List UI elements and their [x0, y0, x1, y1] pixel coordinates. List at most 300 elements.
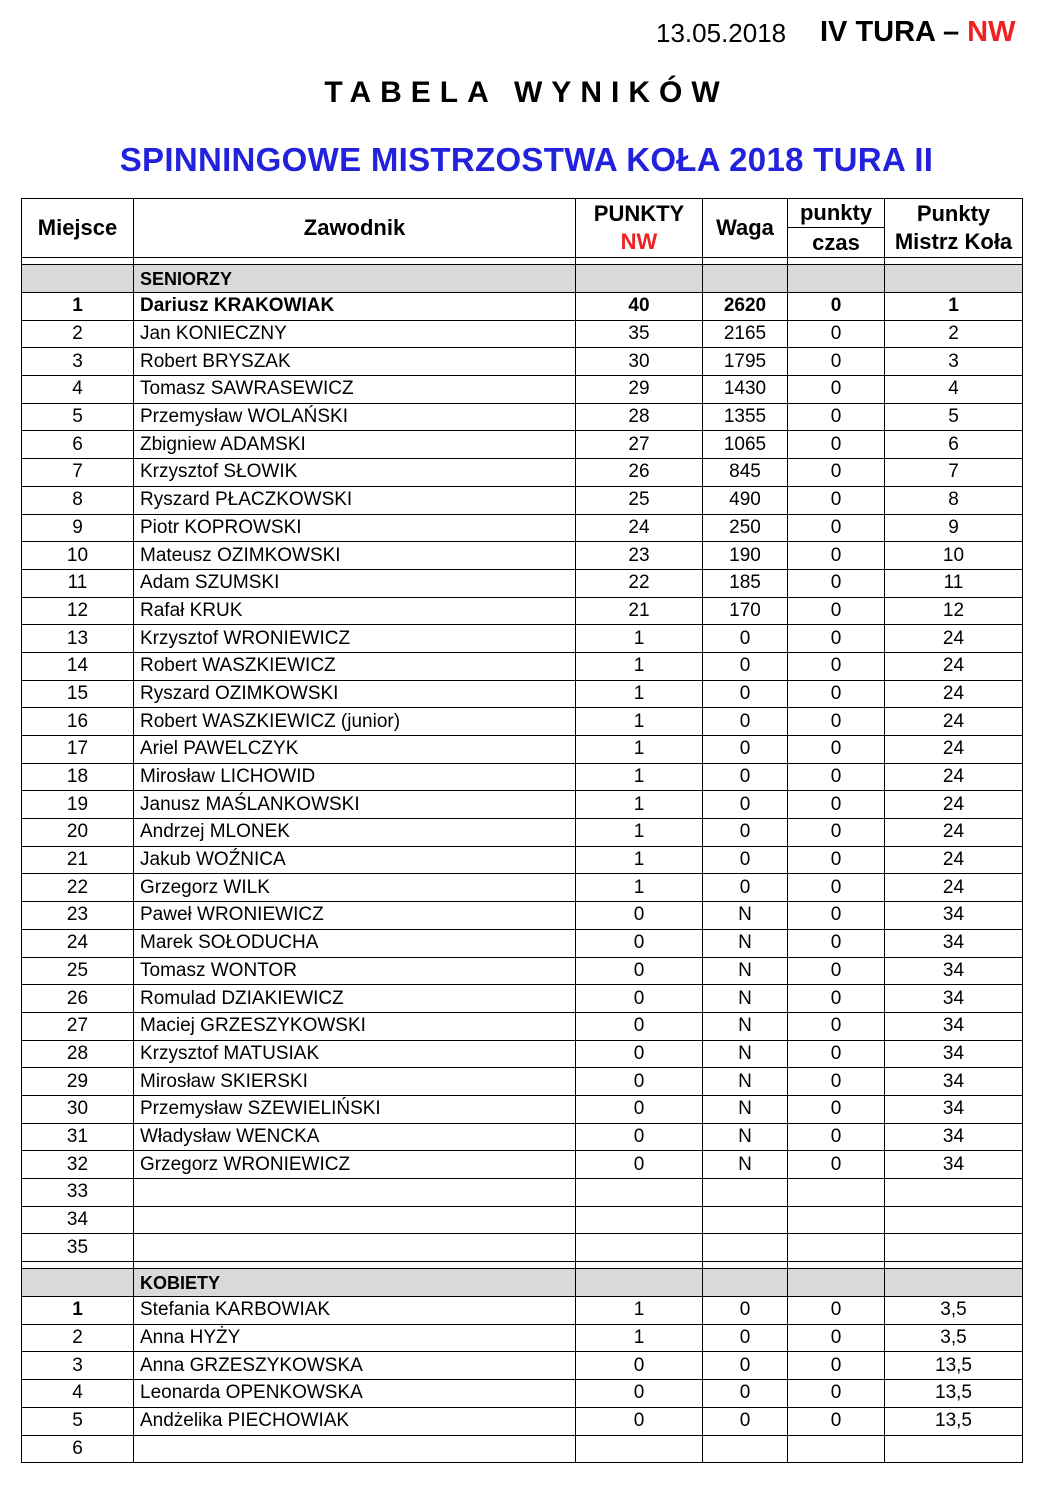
table-row: [22, 874, 1023, 902]
time-points-cell: [788, 1179, 885, 1207]
competitor-cell: Piotr KOPROWSKI: [134, 514, 576, 542]
place-cell: 12: [22, 597, 134, 625]
place-cell: 34: [22, 1206, 134, 1234]
time-points-cell: 0: [788, 542, 885, 570]
weight-cell: 0: [703, 625, 788, 653]
competitor-cell: Janusz MAŚLANKOWSKI: [134, 791, 576, 819]
table-row: [22, 1095, 1023, 1123]
place-cell: 26: [22, 985, 134, 1013]
competitor-cell: [134, 1435, 576, 1463]
table-row: [22, 791, 1023, 819]
points-cell: [576, 1179, 703, 1207]
time-points-cell: 0: [788, 1352, 885, 1380]
competitor-cell: Andrzej MLONEK: [134, 819, 576, 847]
section-header-row: [22, 1269, 1023, 1297]
section-blank-cell: [885, 1269, 1023, 1297]
column-header-time-line1: punkty: [788, 199, 885, 228]
weight-cell: 1430: [703, 376, 788, 404]
table-row: [22, 736, 1023, 764]
place-cell: 4: [22, 376, 134, 404]
master-points-cell: [885, 1179, 1023, 1207]
competition-title: SPINNINGOWE MISTRZOSTWA KOŁA 2018 TURA II: [119, 141, 934, 178]
competitor-cell: Robert BRYSZAK: [134, 348, 576, 376]
master-points-cell: 24: [885, 819, 1023, 847]
header-round: [820, 16, 1016, 49]
weight-cell: N: [703, 929, 788, 957]
competitor-cell: Przemysław SZEWIELIŃSKI: [134, 1095, 576, 1123]
weight-cell: 0: [703, 1352, 788, 1380]
table-row: [22, 1068, 1023, 1096]
points-cell: 0: [576, 1380, 703, 1408]
time-points-cell: [788, 1234, 885, 1262]
time-points-cell: 0: [788, 293, 885, 321]
competitor-cell: Jan KONIECZNY: [134, 320, 576, 348]
master-points-cell: 9: [885, 514, 1023, 542]
table-row: [22, 902, 1023, 930]
competitor-cell: Zbigniew ADAMSKI: [134, 431, 576, 459]
competitor-cell: Maciej GRZESZYKOWSKI: [134, 1012, 576, 1040]
table-row: [22, 1297, 1023, 1325]
weight-cell: N: [703, 1095, 788, 1123]
competitor-cell: [134, 1206, 576, 1234]
points-cell: 1: [576, 791, 703, 819]
place-cell: 22: [22, 874, 134, 902]
time-points-cell: 0: [788, 1123, 885, 1151]
place-cell: 5: [22, 403, 134, 431]
section-blank-cell: [22, 1269, 134, 1297]
master-points-cell: 2: [885, 320, 1023, 348]
competitor-cell: Jakub WOŹNICA: [134, 846, 576, 874]
column-header-master: [885, 199, 1023, 258]
points-cell: 27: [576, 431, 703, 459]
master-points-cell: 13,5: [885, 1352, 1023, 1380]
competitor-cell: Ryszard OZIMKOWSKI: [134, 680, 576, 708]
place-cell: 6: [22, 1435, 134, 1463]
time-points-cell: [788, 1206, 885, 1234]
weight-cell: N: [703, 957, 788, 985]
competitor-cell: Adam SZUMSKI: [134, 569, 576, 597]
competitor-cell: Robert WASZKIEWICZ (junior): [134, 708, 576, 736]
place-cell: 2: [22, 1324, 134, 1352]
weight-cell: N: [703, 902, 788, 930]
section-name: KOBIETY: [134, 1269, 576, 1297]
spacer-cell: [576, 258, 703, 265]
master-points-cell: 24: [885, 846, 1023, 874]
competitor-cell: Rafał KRUK: [134, 597, 576, 625]
competitor-cell: Andżelika PIECHOWIAK: [134, 1407, 576, 1435]
points-cell: 0: [576, 902, 703, 930]
section-blank-cell: [703, 265, 788, 293]
time-points-cell: 0: [788, 376, 885, 404]
time-points-cell: 0: [788, 791, 885, 819]
weight-cell: N: [703, 985, 788, 1013]
place-cell: 10: [22, 542, 134, 570]
table-row: [22, 293, 1023, 321]
weight-cell: 0: [703, 736, 788, 764]
competitor-cell: Paweł WRONIEWICZ: [134, 902, 576, 930]
points-cell: [576, 1435, 703, 1463]
master-points-cell: 34: [885, 1095, 1023, 1123]
header-round-prefix: IV TURA –: [820, 16, 968, 48]
points-cell: 21: [576, 597, 703, 625]
master-points-cell: 24: [885, 652, 1023, 680]
table-row: [22, 929, 1023, 957]
header-round-nw: NW: [967, 16, 1016, 48]
weight-cell: 0: [703, 708, 788, 736]
weight-cell: 845: [703, 459, 788, 487]
time-points-cell: 0: [788, 459, 885, 487]
table-row: [22, 569, 1023, 597]
points-cell: 0: [576, 1012, 703, 1040]
time-points-cell: 0: [788, 874, 885, 902]
points-cell: 1: [576, 763, 703, 791]
column-header-points: [576, 199, 703, 258]
competitor-cell: [134, 1234, 576, 1262]
points-cell: 1: [576, 680, 703, 708]
place-cell: 15: [22, 680, 134, 708]
table-row: [22, 1151, 1023, 1179]
time-points-cell: [788, 1435, 885, 1463]
points-cell: 1: [576, 874, 703, 902]
points-cell: 30: [576, 348, 703, 376]
section-blank-cell: [22, 265, 134, 293]
table-row: [22, 376, 1023, 404]
table-row: [22, 1407, 1023, 1435]
master-points-cell: 34: [885, 1151, 1023, 1179]
weight-cell: 2165: [703, 320, 788, 348]
competitor-cell: Robert WASZKIEWICZ: [134, 652, 576, 680]
place-cell: 17: [22, 736, 134, 764]
points-cell: 0: [576, 1151, 703, 1179]
time-points-cell: 0: [788, 1095, 885, 1123]
time-points-cell: 0: [788, 1068, 885, 1096]
table-row: [22, 1324, 1023, 1352]
weight-cell: 0: [703, 652, 788, 680]
document-title: TABELA WYNIKÓW: [324, 76, 729, 109]
points-cell: 0: [576, 1040, 703, 1068]
table-row: [22, 1206, 1023, 1234]
place-cell: 9: [22, 514, 134, 542]
place-cell: 6: [22, 431, 134, 459]
master-points-cell: 13,5: [885, 1380, 1023, 1408]
master-points-cell: 3,5: [885, 1324, 1023, 1352]
points-cell: [576, 1206, 703, 1234]
place-cell: 25: [22, 957, 134, 985]
competitor-cell: Tomasz SAWRASEWICZ: [134, 376, 576, 404]
section-blank-cell: [576, 265, 703, 293]
weight-cell: 250: [703, 514, 788, 542]
points-cell: 0: [576, 1352, 703, 1380]
weight-cell: [703, 1179, 788, 1207]
points-cell: 1: [576, 652, 703, 680]
place-cell: 30: [22, 1095, 134, 1123]
column-header-points-line2: NW: [620, 229, 658, 254]
table-row: [22, 708, 1023, 736]
weight-cell: 0: [703, 846, 788, 874]
time-points-cell: 0: [788, 985, 885, 1013]
weight-cell: 185: [703, 569, 788, 597]
master-points-cell: 13,5: [885, 1407, 1023, 1435]
section-header-row: [22, 265, 1023, 293]
section-blank-cell: [788, 1269, 885, 1297]
master-points-cell: 34: [885, 902, 1023, 930]
weight-cell: 0: [703, 1297, 788, 1325]
master-points-cell: 8: [885, 486, 1023, 514]
place-cell: 24: [22, 929, 134, 957]
competitor-cell: Grzegorz WRONIEWICZ: [134, 1151, 576, 1179]
spacer-cell: [788, 258, 885, 265]
points-cell: 0: [576, 1095, 703, 1123]
table-row: [22, 1179, 1023, 1207]
weight-cell: 1795: [703, 348, 788, 376]
weight-cell: 1355: [703, 403, 788, 431]
master-points-cell: 3,5: [885, 1297, 1023, 1325]
weight-cell: N: [703, 1123, 788, 1151]
competitor-cell: Przemysław WOLAŃSKI: [134, 403, 576, 431]
points-cell: 0: [576, 1407, 703, 1435]
master-points-cell: [885, 1206, 1023, 1234]
weight-cell: 490: [703, 486, 788, 514]
weight-cell: 0: [703, 874, 788, 902]
weight-cell: N: [703, 1040, 788, 1068]
time-points-cell: 0: [788, 736, 885, 764]
master-points-cell: 34: [885, 1123, 1023, 1151]
time-points-cell: 0: [788, 680, 885, 708]
points-cell: 1: [576, 708, 703, 736]
master-points-cell: 34: [885, 985, 1023, 1013]
time-points-cell: 0: [788, 957, 885, 985]
table-row: [22, 819, 1023, 847]
competitor-cell: Ariel PAWELCZYK: [134, 736, 576, 764]
points-cell: 23: [576, 542, 703, 570]
points-cell: 26: [576, 459, 703, 487]
competitor-cell: Mirosław LICHOWID: [134, 763, 576, 791]
table-row: [22, 542, 1023, 570]
points-cell: 1: [576, 1297, 703, 1325]
weight-cell: 0: [703, 1407, 788, 1435]
table-row: [22, 846, 1023, 874]
points-cell: 1: [576, 625, 703, 653]
master-points-cell: 34: [885, 1012, 1023, 1040]
points-cell: 1: [576, 736, 703, 764]
time-points-cell: 0: [788, 1380, 885, 1408]
place-cell: 33: [22, 1179, 134, 1207]
master-points-cell: 11: [885, 569, 1023, 597]
competitor-cell: Krzysztof WRONIEWICZ: [134, 625, 576, 653]
points-cell: 1: [576, 1324, 703, 1352]
master-points-cell: 34: [885, 957, 1023, 985]
table-row: [22, 431, 1023, 459]
place-cell: 11: [22, 569, 134, 597]
place-cell: 27: [22, 1012, 134, 1040]
points-cell: 1: [576, 819, 703, 847]
competitor-cell: Romulad DZIAKIEWICZ: [134, 985, 576, 1013]
time-points-cell: 0: [788, 597, 885, 625]
place-cell: 29: [22, 1068, 134, 1096]
time-points-cell: 0: [788, 320, 885, 348]
master-points-cell: 24: [885, 791, 1023, 819]
time-points-cell: 0: [788, 1040, 885, 1068]
weight-cell: N: [703, 1068, 788, 1096]
weight-cell: [703, 1234, 788, 1262]
points-cell: 25: [576, 486, 703, 514]
time-points-cell: 0: [788, 1012, 885, 1040]
points-cell: 1: [576, 846, 703, 874]
table-row: [22, 957, 1023, 985]
weight-cell: 0: [703, 791, 788, 819]
points-cell: 22: [576, 569, 703, 597]
time-points-cell: 0: [788, 486, 885, 514]
place-cell: 2: [22, 320, 134, 348]
section-blank-cell: [703, 1269, 788, 1297]
master-points-cell: 24: [885, 763, 1023, 791]
master-points-cell: 7: [885, 459, 1023, 487]
competitor-cell: Mirosław SKIERSKI: [134, 1068, 576, 1096]
time-points-cell: 0: [788, 625, 885, 653]
competitor-cell: Marek SOŁODUCHA: [134, 929, 576, 957]
competitor-cell: Grzegorz WILK: [134, 874, 576, 902]
weight-cell: 190: [703, 542, 788, 570]
spacer-cell: [788, 1262, 885, 1269]
place-cell: 23: [22, 902, 134, 930]
competitor-cell: Anna HYŻY: [134, 1324, 576, 1352]
master-points-cell: 34: [885, 929, 1023, 957]
competitor-cell: Leonarda OPENKOWSKA: [134, 1380, 576, 1408]
master-points-cell: 24: [885, 708, 1023, 736]
table-row: [22, 625, 1023, 653]
master-points-cell: 4: [885, 376, 1023, 404]
column-header-place: Miejsce: [22, 199, 134, 258]
weight-cell: 0: [703, 680, 788, 708]
place-cell: 21: [22, 846, 134, 874]
competitor-cell: Władysław WENCKA: [134, 1123, 576, 1151]
table-row: [22, 1234, 1023, 1262]
spacer-cell: [134, 1262, 576, 1269]
results-table: [21, 198, 1023, 1463]
points-cell: 0: [576, 957, 703, 985]
table-row: [22, 985, 1023, 1013]
competitor-cell: [134, 1179, 576, 1207]
master-points-cell: 24: [885, 680, 1023, 708]
column-header-competitor: Zawodnik: [134, 199, 576, 258]
time-points-cell: 0: [788, 1407, 885, 1435]
time-points-cell: 0: [788, 403, 885, 431]
section-blank-cell: [788, 265, 885, 293]
place-cell: 32: [22, 1151, 134, 1179]
header-date: 13.05.2018: [656, 18, 787, 48]
column-header-weight: Waga: [703, 199, 788, 258]
points-cell: 0: [576, 929, 703, 957]
time-points-cell: 0: [788, 708, 885, 736]
competitor-cell: Anna GRZESZYKOWSKA: [134, 1352, 576, 1380]
table-row: [22, 1040, 1023, 1068]
competitor-cell: Ryszard PŁACZKOWSKI: [134, 486, 576, 514]
master-points-cell: 24: [885, 736, 1023, 764]
table-row: [22, 514, 1023, 542]
time-points-cell: 0: [788, 1151, 885, 1179]
master-points-cell: 24: [885, 874, 1023, 902]
points-cell: 0: [576, 985, 703, 1013]
place-cell: 3: [22, 1352, 134, 1380]
time-points-cell: 0: [788, 569, 885, 597]
place-cell: 1: [22, 293, 134, 321]
points-cell: [576, 1234, 703, 1262]
points-cell: 35: [576, 320, 703, 348]
master-points-cell: 3: [885, 348, 1023, 376]
place-cell: 20: [22, 819, 134, 847]
weight-cell: N: [703, 1151, 788, 1179]
competitor-cell: Krzysztof MATUSIAK: [134, 1040, 576, 1068]
place-cell: 14: [22, 652, 134, 680]
place-cell: 16: [22, 708, 134, 736]
place-cell: 31: [22, 1123, 134, 1151]
master-points-cell: [885, 1234, 1023, 1262]
place-cell: 35: [22, 1234, 134, 1262]
master-points-cell: 24: [885, 625, 1023, 653]
master-points-cell: 12: [885, 597, 1023, 625]
spacer-cell: [576, 1262, 703, 1269]
weight-cell: 0: [703, 819, 788, 847]
time-points-cell: 0: [788, 929, 885, 957]
place-cell: 1: [22, 1297, 134, 1325]
time-points-cell: 0: [788, 652, 885, 680]
column-header-points-line1: PUNKTY: [593, 201, 685, 226]
points-cell: 24: [576, 514, 703, 542]
weight-cell: [703, 1435, 788, 1463]
column-header-time-line2: czas: [788, 228, 885, 258]
time-points-cell: 0: [788, 846, 885, 874]
table-row: [22, 486, 1023, 514]
place-cell: 7: [22, 459, 134, 487]
points-cell: 29: [576, 376, 703, 404]
points-cell: 28: [576, 403, 703, 431]
spacer-cell: [885, 1262, 1023, 1269]
competitor-cell: Mateusz OZIMKOWSKI: [134, 542, 576, 570]
table-row: [22, 403, 1023, 431]
weight-cell: 170: [703, 597, 788, 625]
master-points-cell: [885, 1435, 1023, 1463]
weight-cell: 0: [703, 763, 788, 791]
column-header-master-line1: Punkty: [916, 201, 991, 226]
points-cell: 0: [576, 1068, 703, 1096]
weight-cell: 0: [703, 1380, 788, 1408]
weight-cell: N: [703, 1012, 788, 1040]
place-cell: 3: [22, 348, 134, 376]
weight-cell: 2620: [703, 293, 788, 321]
table-row: [22, 1380, 1023, 1408]
time-points-cell: 0: [788, 819, 885, 847]
time-points-cell: 0: [788, 902, 885, 930]
section-spacer: [22, 1262, 1023, 1269]
spacer-cell: [703, 258, 788, 265]
master-points-cell: 5: [885, 403, 1023, 431]
place-cell: 8: [22, 486, 134, 514]
table-row: [22, 1435, 1023, 1463]
time-points-cell: 0: [788, 1297, 885, 1325]
section-blank-cell: [576, 1269, 703, 1297]
column-header-master-line2: Mistrz Koła: [894, 229, 1013, 254]
points-cell: 0: [576, 1123, 703, 1151]
time-points-cell: 0: [788, 514, 885, 542]
time-points-cell: 0: [788, 431, 885, 459]
table-row: [22, 763, 1023, 791]
competitor-cell: Tomasz WONTOR: [134, 957, 576, 985]
place-cell: 4: [22, 1380, 134, 1408]
master-points-cell: 6: [885, 431, 1023, 459]
spacer-cell: [703, 1262, 788, 1269]
place-cell: 19: [22, 791, 134, 819]
weight-cell: [703, 1206, 788, 1234]
